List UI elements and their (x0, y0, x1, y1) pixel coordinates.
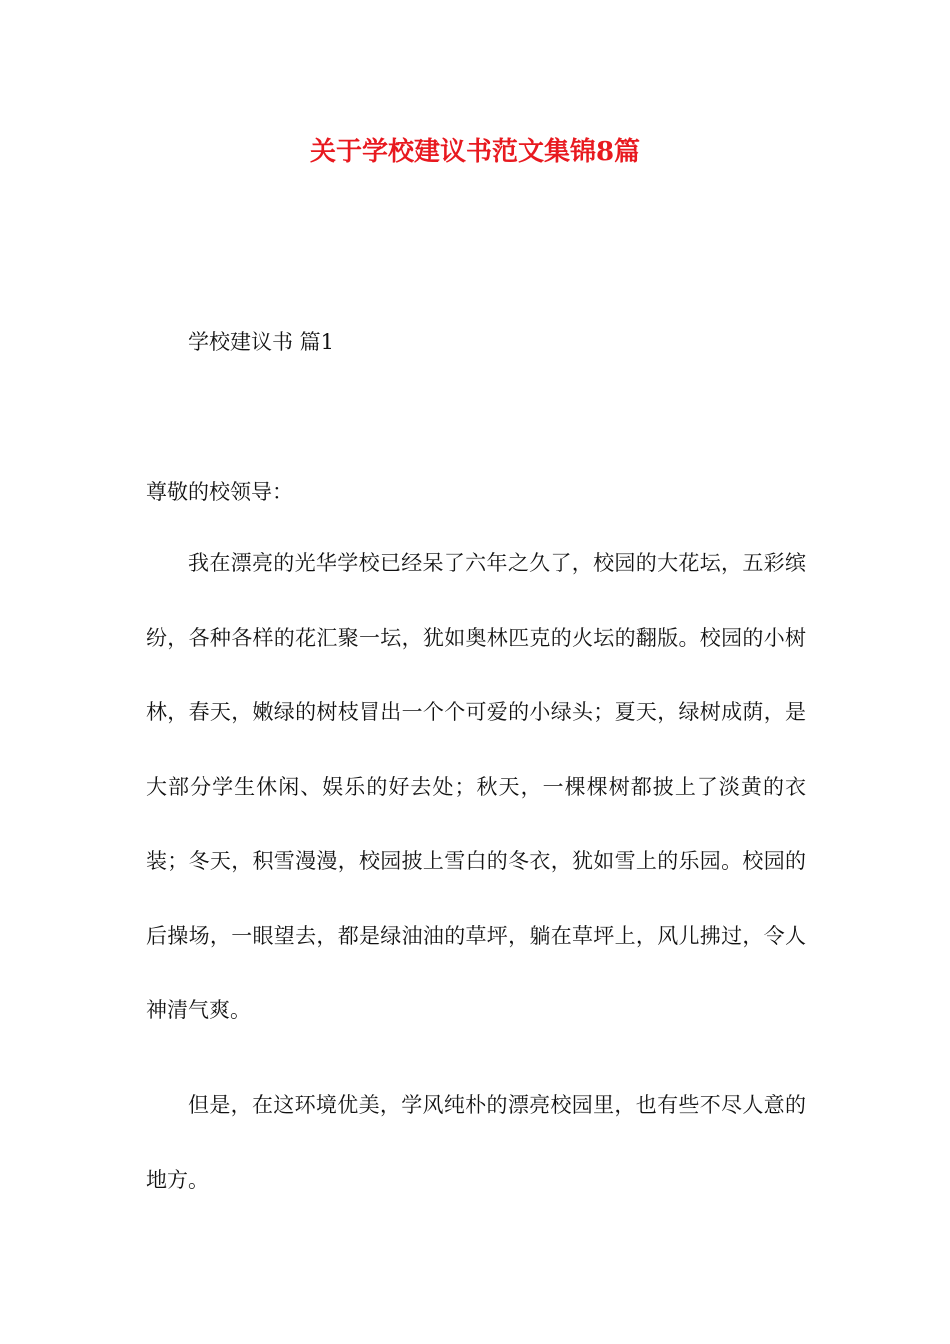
body-paragraph: 但是，在这环境优美，学风纯朴的漂亮校园里，也有些不尽人意的地方。 (146, 1093, 806, 1192)
body-paragraph: 我在漂亮的光华学校已经呆了六年之久了，校园的大花坛，五彩缤纷，各种各样的花汇聚一坛，犹如奥林匹克的火坛的翻版。校园的小树林，春天，嫩绿的树枝冒出一个个可爱的小绿头；夏天，绿树成荫，是大部分学生休闲、娱乐的好去处；秋天，一棵棵树都披上了淡黄的衣装；冬天，积雪漫漫，校园披上雪白的冬衣，犹如雪上的乐园。校园的后操场，一眼望去，都是绿油油的草坪，躺在草坪上，风儿拂过，令人神清气爽。 (146, 551, 806, 1022)
salutation: 尊敬的校领导： (146, 480, 293, 504)
document-title: 关于学校建议书范文集锦8篇 (309, 137, 641, 167)
section-heading: 学校建议书 篇1 (188, 330, 335, 354)
